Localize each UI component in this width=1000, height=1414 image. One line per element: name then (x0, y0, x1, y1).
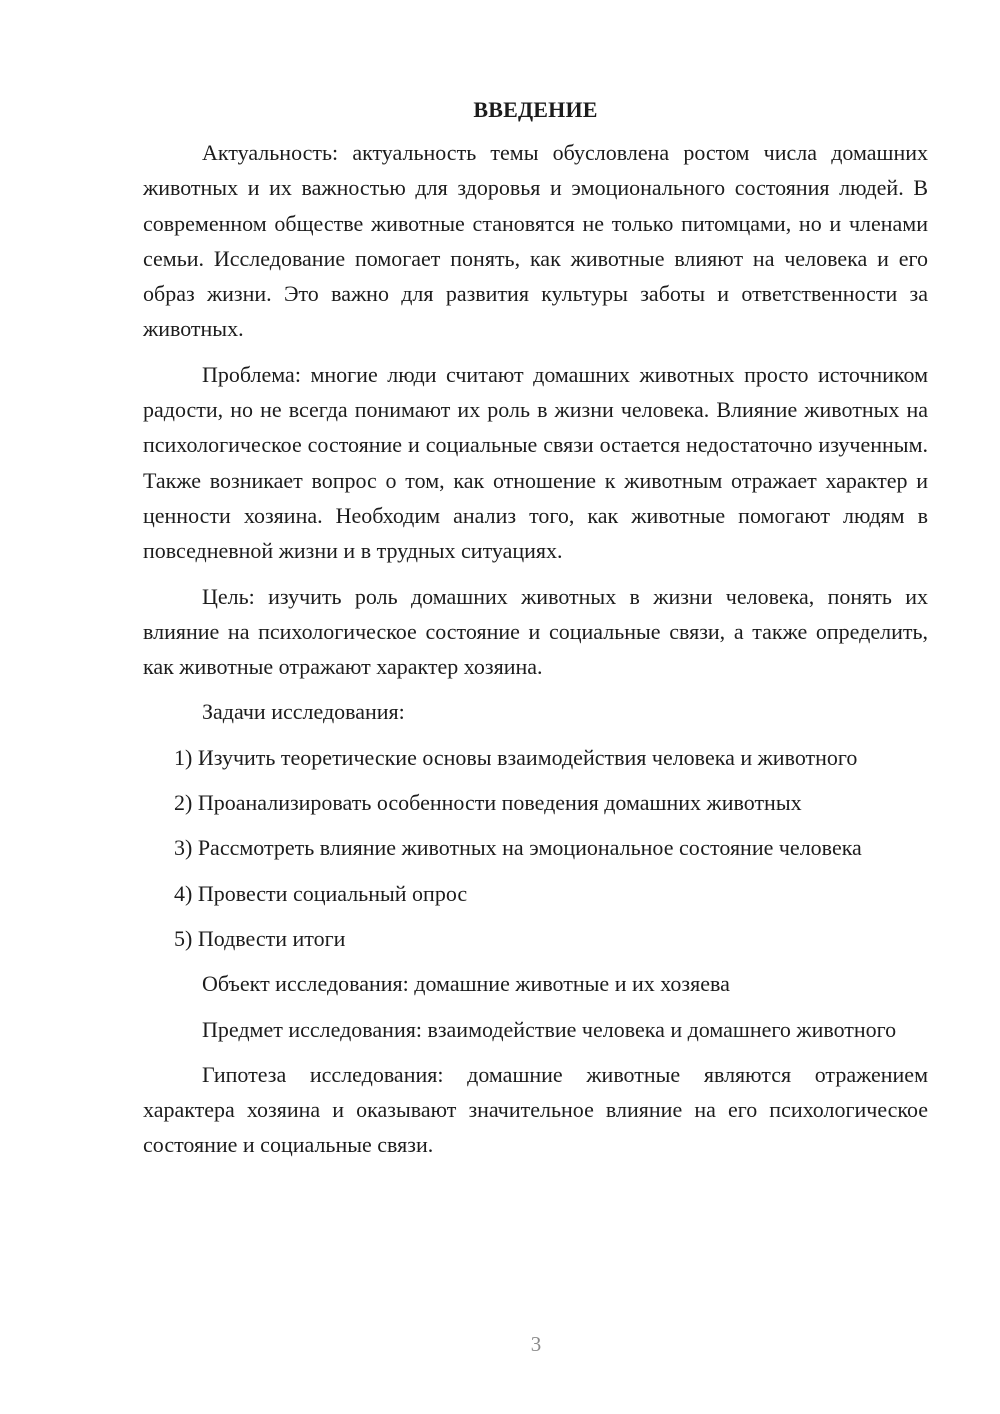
section-heading: ВВЕДЕНИЕ (473, 97, 598, 122)
problem-paragraph: Проблема: многие люди считают домашних животных просто источником радости, но не всегда понимают их роль в жизни человека. Влияние животных на психологическое состояние и социальные связи остается недостаточно изученным. Также возникает вопрос о том, как отношение к животным отражает характер и ценности хозяина. Необходим анализ того, как животные помогают людям в повседневной жизни и в трудных ситуациях. (143, 361, 928, 564)
task-item: 2) Проанализировать особенности поведения домашних животных (174, 790, 802, 816)
task-item: 3) Рассмотреть влияние животных на эмоциональное состояние человека (174, 835, 862, 861)
tasks-title: Задачи исследования: (202, 699, 405, 725)
hypothesis-paragraph: Гипотеза исследования: домашние животные являются отражением характера хозяина и оказывают значительное влияние на его психологическое состояние и социальные связи. (143, 1061, 928, 1158)
page-number: 3 (530, 1332, 542, 1356)
task-item: 4) Провести социальный опрос (174, 880, 468, 906)
subject-paragraph: Предмет исследования: взаимодействие человека и домашнего животного (202, 1016, 897, 1042)
relevance-paragraph: Актуальность: актуальность темы обусловлена ростом числа домашних животных и их важностью для здоровья и эмоционального состояния людей. В современном обществе животные становятся не только питомцами, но и членами семьи. Исследование помогает понять, как животные влияют на человека и его образ жизни. Это важно для развития культуры заботы и ответственности за животных. (143, 140, 928, 342)
object-paragraph: Объект исследования: домашние животные и их хозяева (202, 971, 730, 997)
task-item: 1) Изучить теоретические основы взаимодействия человека и животного (174, 744, 858, 770)
task-item: 5) Подвести итоги (174, 925, 346, 951)
goal-paragraph: Цель: изучить роль домашних животных в жизни человека, понять их влияние на психологическое состояние и социальные связи, а также определить, как животные отражают характер хозяина. (143, 583, 928, 680)
page-content (143, 90, 928, 1173)
